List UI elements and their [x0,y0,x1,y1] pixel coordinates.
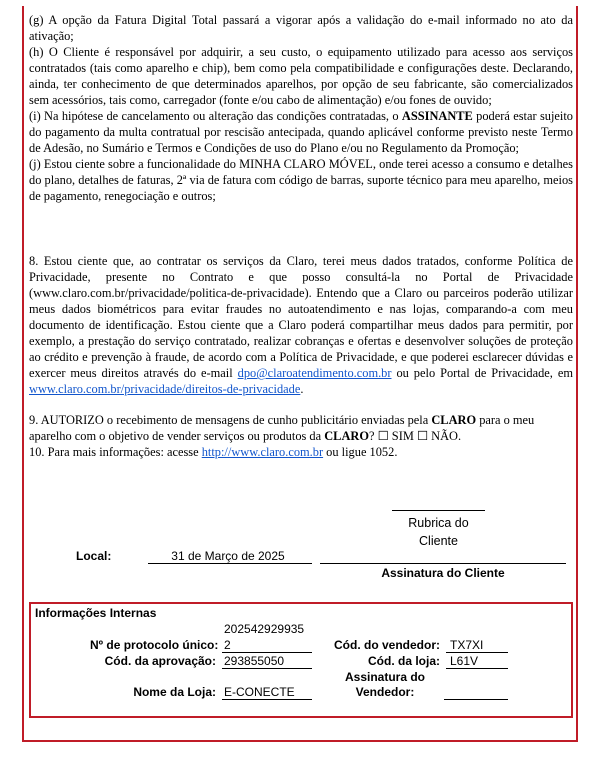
claro-brand-1: CLARO [431,413,477,427]
section-10-paragraph [29,444,573,460]
section-8-text-mid: ou pelo Portal de Privacidade, em [391,366,573,380]
approval-underline [222,668,312,669]
section-8 [29,253,573,397]
internal-info-title: Informações Internas [35,606,157,620]
clause-i-text-end: poderá estar sujeito do pagamento da multa contratual por rescisão antecipada, quando aplicável conforme previsto neste Termo de Adesão, no Sumário e Termos e Condições de uso do Plano e/ou no Regulamento da Promoção; [29,109,573,155]
local-label: Local: [76,549,112,563]
section-8-paragraph [29,253,573,397]
section-9-text-mid: para o meu aparelho com o objetivo de vender serviços ou produtos da [29,413,535,443]
clause-i-text: (i) Na hipótese de cancelamento ou alteração das condições contratadas, o [29,109,402,123]
clause-i [29,108,573,156]
protocol-value-line2: 2 [224,638,231,652]
seller-signature-label-line2: Vendedor: [355,685,415,699]
date-line [148,563,312,564]
privacy-portal-link[interactable]: www.claro.com.br/privacidade/direitos-de-privacidade [29,382,301,396]
sim-checkbox[interactable]: ☐ SIM [377,429,414,443]
rubrica-label [392,514,485,550]
clause-g: (g) A opção da Fatura Digital Total passará a vigorar após a validação do e-mail informado no ato da ativação; [29,13,573,43]
protocol-label: Nº de protocolo único: [90,638,219,652]
claro-website-link[interactable]: http://www.claro.com.br [201,445,324,459]
approval-label: Cód. da aprovação: [104,654,216,668]
protocol-underline [222,652,312,653]
clauses-block [29,12,573,204]
client-signature-label: Assinatura do Cliente [381,566,505,580]
store-name-label: Nome da Loja: [133,685,216,699]
store-code-label: Cód. da loja: [368,654,440,668]
seller-code-value: TX7XI [450,638,484,652]
clause-h: (h) O Cliente é responsável por adquirir, a seu custo, o equipamento utilizado para acesso aos serviços contratados (tais como aparelho e chip), bem como pela compatibilidade e configurações deste. Declarando, ainda, ter conhecimento de que determinados aparelhos, por opção de seu fabricante, são comercializados sem acessórios, tais como, carregador (fonte e/ou cabo de alimentação) e/ou fones de ouvido; [29,45,573,107]
section-8-text: 8. Estou ciente que, ao contratar os serviços da Claro, terei meus dados tratados, conforme Política de Privacidade, presente no Contrato e que posso consultá-la no Portal de Privacidade (www.claro.com.br/privacidade/politica-de-privacidade). Entendo que a Claro ou parceiros poderão utilizar meus dados biométricos para evitar fraudes no autoatendimento e nas lojas, comparando-a com meu documento de identificação. Estou ciente que a Claro poderá compartilhar meus dados para permitir, por exemplo, a prestação do serviço contratado, realizar cobranças e ofertas e desenvolver soluções de proteção ao crédito e prevenção à fraude, de acordo com a Política de Privacidade, e que poderei esclarecer dúvidas e exercer meus direitos através do e-mail [29,254,573,380]
section-8-text-end: . [300,382,304,396]
section-9-paragraph [29,412,573,444]
rubrica-label-line1: Rubrica do [408,516,469,530]
client-signature-line[interactable] [320,563,566,564]
section-9-text: 9. AUTORIZO o recebimento de mensagens de cunho publicitário enviadas pela [29,413,432,427]
rubrica-label-line2: Cliente [419,534,458,548]
seller-code-label: Cód. do vendedor: [334,638,440,652]
signature-date: 31 de Março de 2025 [171,549,285,563]
store-code-underline [446,668,508,669]
seller-code-underline [446,652,508,653]
seller-signature-line[interactable] [444,699,508,700]
seller-signature-label [330,670,440,700]
store-code-value: L61V [450,654,479,668]
store-name-underline [222,699,312,700]
section-10-text-end: ou ligue 1052. [323,445,398,459]
section-10-text: 10. Para mais informações: acesse [29,445,202,459]
rubrica-line [392,510,485,511]
clause-i-assinante: ASSINANTE [401,109,473,123]
privacy-email-link[interactable]: dpo@claroatendimento.com.br [237,366,392,380]
protocol-value-line1: 202542929935 [224,622,305,636]
section-9-question: ? [368,429,378,443]
approval-value: 293855050 [224,654,285,668]
store-name-value: E-CONECTE [224,685,295,699]
section-9 [29,412,573,460]
seller-signature-label-line1: Assinatura do [344,670,425,684]
nao-checkbox[interactable]: ☐ NÃO. [416,429,462,443]
clause-j: (j) Estou ciente sobre a funcionalidade do MINHA CLARO MÓVEL, onde terei acesso a consumo e detalhes do plano, detalhes de faturas, 2ª via de fatura com código de barras, suporte técnico para meu aparelho, meios de pagamento, renegociação e outros; [29,157,573,203]
claro-brand-2: CLARO [324,429,369,443]
